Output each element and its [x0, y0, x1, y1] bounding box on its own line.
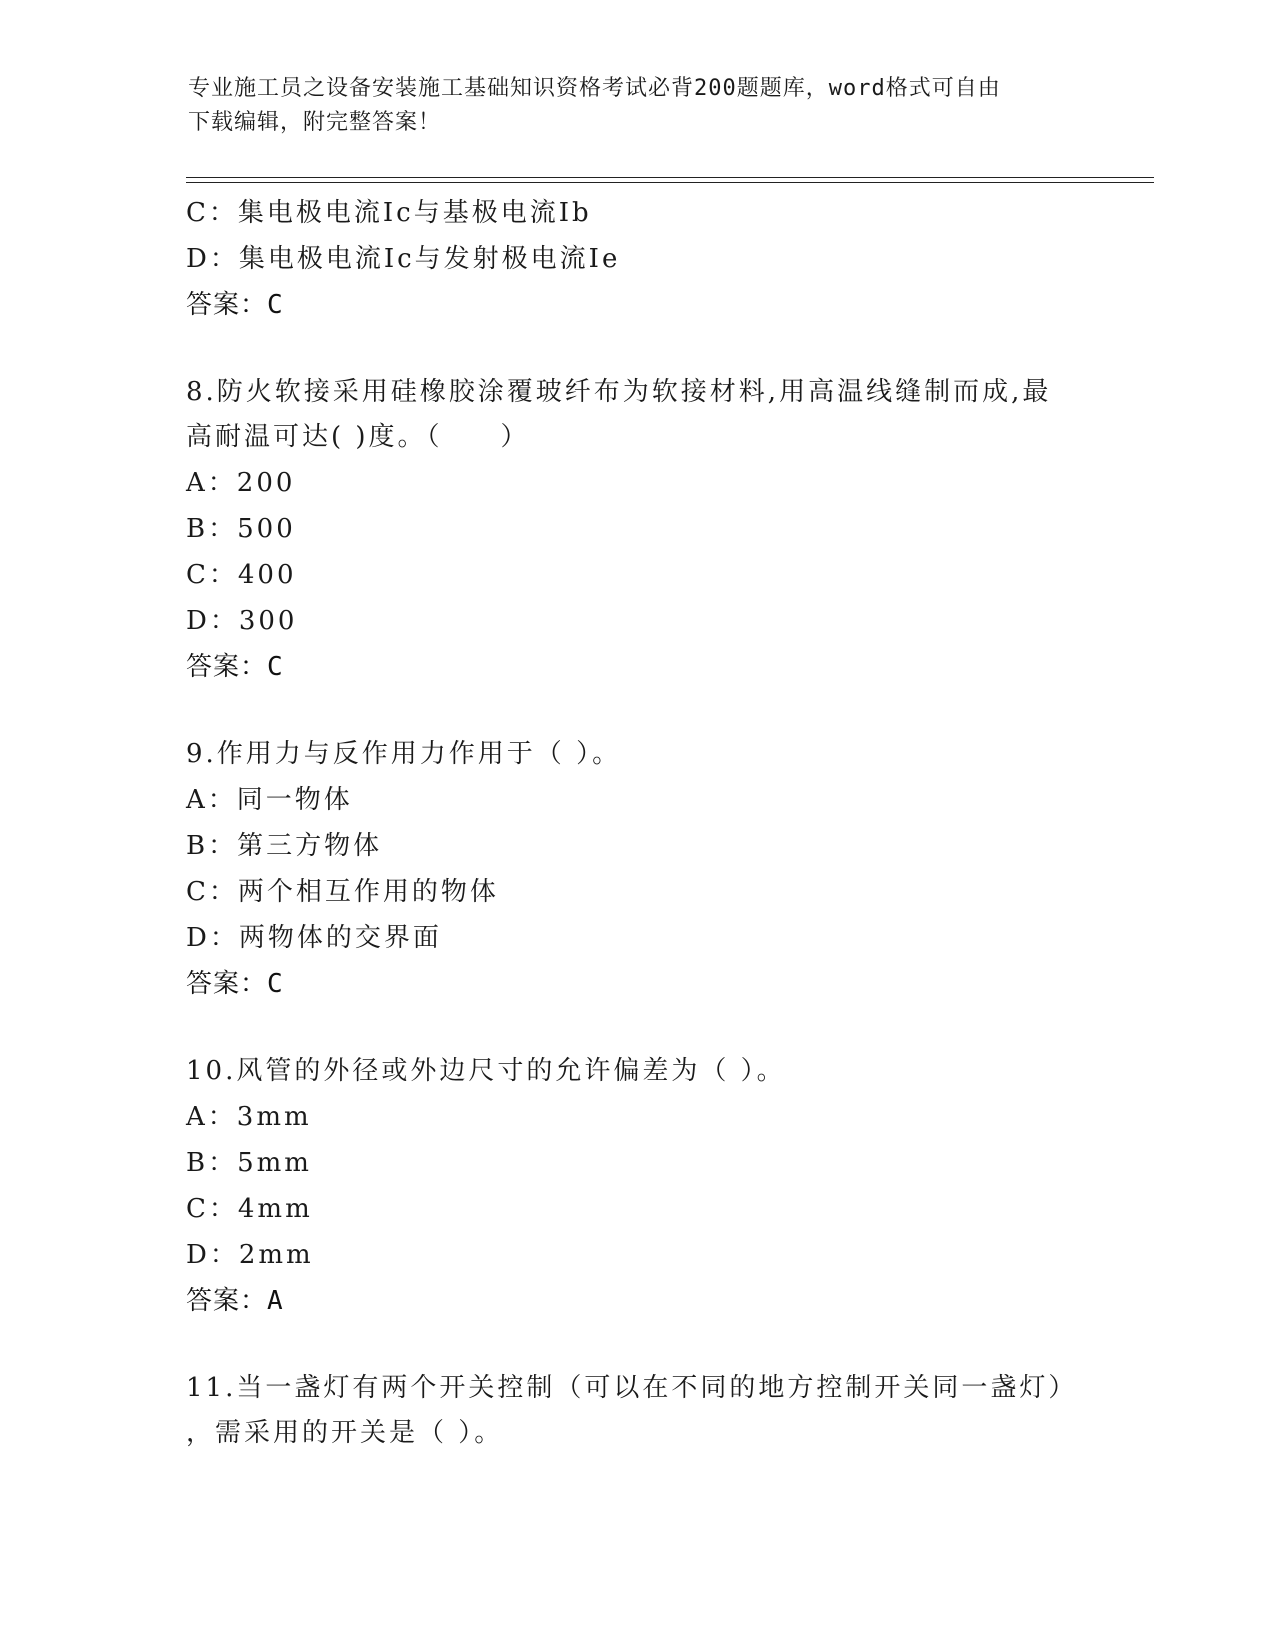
document-header — [188, 72, 1068, 140]
question-stem-line: 高耐温可达( )度。（ ） — [186, 422, 530, 452]
question-9 — [186, 732, 1126, 1007]
answer-label: 答案： — [186, 1286, 268, 1316]
answer-label: 答案： — [186, 290, 268, 320]
question-stem-line: 10.风管的外径或外边尺寸的允许偏差为（ ）。 — [186, 1056, 786, 1086]
answer-line — [186, 961, 1126, 1007]
header-line-2: 下载编辑，附完整答案！ — [188, 110, 442, 135]
answer-line — [186, 644, 1126, 690]
option-b: B：5mm — [186, 1148, 312, 1178]
answer-value: C — [267, 652, 284, 682]
option-a: A：200 — [186, 468, 296, 498]
option-c: C：集电极电流Ic与基极电流Ib — [186, 198, 592, 228]
option-d: D：2mm — [186, 1240, 314, 1270]
question-content — [186, 190, 1126, 1456]
answer-value: C — [267, 290, 284, 320]
answer-value: A — [267, 1286, 284, 1316]
option-d: D：集电极电流Ic与发射极电流Ie — [186, 244, 621, 274]
header-rule-top — [186, 177, 1154, 178]
answer-line — [186, 1278, 1126, 1324]
header-rule-bottom — [186, 182, 1154, 183]
answer-line — [186, 282, 1126, 328]
answer-value: C — [267, 969, 284, 999]
answer-label: 答案： — [186, 652, 268, 682]
question-11 — [186, 1366, 1126, 1456]
option-d: D：两物体的交界面 — [186, 923, 442, 953]
question-stem-line: ，需采用的开关是（ ）。 — [186, 1418, 504, 1448]
option-c: C：400 — [186, 560, 297, 590]
question-stem-line: 11.当一盏灯有两个开关控制（可以在不同的地方控制开关同一盏灯） — [186, 1373, 1078, 1403]
option-b: B：500 — [186, 514, 296, 544]
option-b: B：第三方物体 — [186, 831, 383, 861]
option-a: A：同一物体 — [186, 785, 353, 815]
question-10 — [186, 1049, 1126, 1324]
answer-label: 答案： — [186, 969, 268, 999]
question-8 — [186, 370, 1126, 690]
header-line-1: 专业施工员之设备安装施工基础知识资格考试必背200题题库，word格式可自由 — [188, 76, 1001, 101]
option-c: C：两个相互作用的物体 — [186, 877, 499, 907]
question-carryover — [186, 190, 1126, 328]
option-d: D：300 — [186, 606, 298, 636]
question-stem-line: 9.作用力与反作用力作用于（ ）。 — [186, 739, 622, 769]
option-a: A：3mm — [186, 1102, 312, 1132]
question-stem-line: 8.防火软接采用硅橡胶涂覆玻纤布为软接材料,用高温线缝制而成,最 — [186, 377, 1052, 407]
option-c: C：4mm — [186, 1194, 313, 1224]
